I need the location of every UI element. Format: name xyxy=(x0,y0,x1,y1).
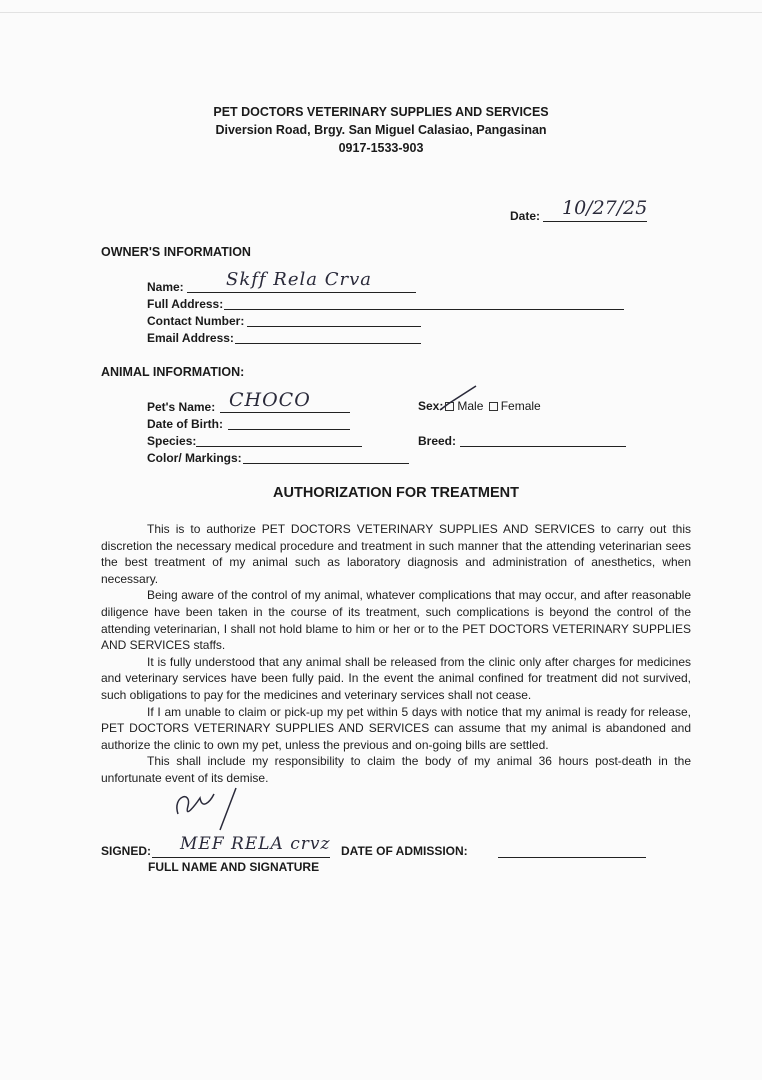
owner-email-line xyxy=(235,343,421,344)
signed-label: SIGNED: xyxy=(101,844,152,858)
paragraph-5: This shall include my responsibility to claim the body of my animal 36 hours post-death in the unfortunate event of its demise. xyxy=(101,754,691,785)
owner-name-value: Skff Rela Crva xyxy=(226,269,372,290)
company-address: Diversion Road, Brgy. San Miguel Calasiao, Pangasinan xyxy=(215,123,547,137)
dob-line xyxy=(228,429,350,430)
signed-line xyxy=(152,857,330,858)
owner-address-label: Full Address: xyxy=(147,297,224,311)
date-value: 10/27/25 xyxy=(562,197,648,219)
animal-section-title: ANIMAL INFORMATION: xyxy=(101,365,245,379)
male-label: Male xyxy=(457,399,484,413)
female-label: Female xyxy=(500,399,541,413)
owner-email-label: Email Address: xyxy=(147,331,234,345)
authorization-title: AUTHORIZATION FOR TREATMENT xyxy=(273,485,519,501)
male-check-mark xyxy=(436,384,480,414)
pet-name-line xyxy=(220,412,350,413)
owner-contact-label: Contact Number: xyxy=(147,314,245,328)
authorization-body xyxy=(101,521,691,787)
paragraph-3: It is fully understood that any animal shall be released from the clinic only after charges for medicines and veterinary services have been fully paid. In the event the animal confined for treatment did not survived, such obligations to pay for the medicines and veterinary services shall not cease. xyxy=(101,654,691,702)
pet-name-label: Pet's Name: xyxy=(147,400,216,414)
paragraph-2: Being aware of the control of my animal, whatever complications that may occur, and after reasonable diligence have been taken in the course of its treatment, such complications is beyond the control of the attending veterinarian, I shall not hold blame to him or her or to the PET DOCTORS VETERINARY SUPPLIES AND SERVICES staffs. xyxy=(101,588,691,653)
signature-caption: FULL NAME AND SIGNATURE xyxy=(148,860,320,874)
paragraph-4: If I am unable to claim or pick-up my pet within 5 days with notice that my animal is ready for release, PET DOCTORS VETERINARY SUPPLIES AND SERVICES can assume that my animal is abandoned and authorize the clinic to own my pet, unless the previous and on-going bills are settled. xyxy=(101,704,691,752)
admission-date-line xyxy=(498,857,646,858)
owner-name-label: Name: xyxy=(147,280,184,294)
breed-label: Breed: xyxy=(418,434,457,448)
breed-line xyxy=(460,446,626,447)
owner-contact-line xyxy=(247,326,421,327)
scan-edge-line xyxy=(0,12,762,13)
species-label: Species: xyxy=(147,434,197,448)
sex-label: Sex: xyxy=(418,399,444,413)
signed-value: MEF RELA crvz xyxy=(180,834,331,854)
color-markings-line xyxy=(243,463,409,464)
species-line xyxy=(196,446,362,447)
owner-name-line xyxy=(187,292,416,293)
admission-date-label: DATE OF ADMISSION: xyxy=(341,844,468,858)
owner-address-line xyxy=(224,309,624,310)
company-name: PET DOCTORS VETERINARY SUPPLIES AND SERVICES xyxy=(213,105,549,119)
paragraph-1: This is to authorize PET DOCTORS VETERINARY SUPPLIES AND SERVICES to carry out this discretion the necessary medical procedure and treatment in such manner that the attending veterinarian sees the best treatment of my animal such as laboratory diagnosis and administration of anesthetics, when necessary. xyxy=(101,522,691,586)
company-phone: 0917-1533-903 xyxy=(338,141,424,155)
owner-section-title: OWNER'S INFORMATION xyxy=(101,245,251,259)
pet-name-value: CHOCO xyxy=(229,389,311,411)
date-line xyxy=(543,221,647,222)
dob-label: Date of Birth: xyxy=(147,417,223,431)
color-markings-label: Color/ Markings: xyxy=(147,451,242,465)
date-label: Date: xyxy=(510,209,541,223)
female-checkbox[interactable] xyxy=(489,402,498,411)
